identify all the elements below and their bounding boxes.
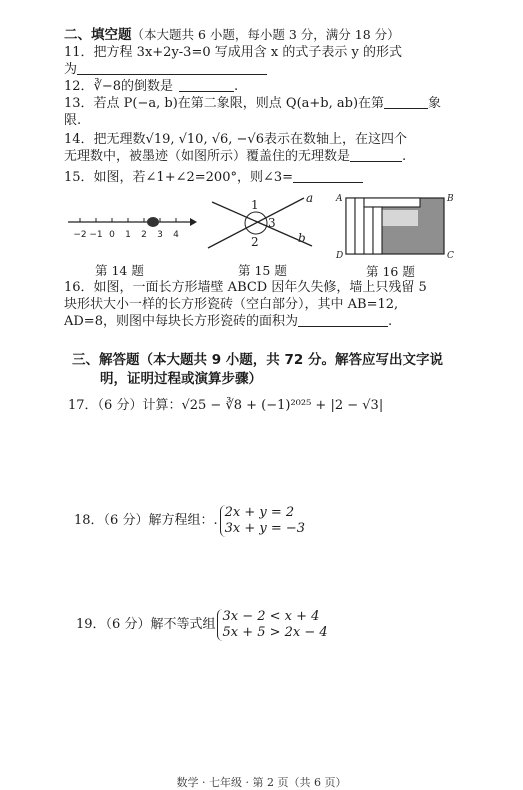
fig16-wall-tiles bbox=[334, 190, 456, 262]
fig15-caption: 第 15 题 bbox=[238, 263, 287, 278]
q13-answer-blank bbox=[384, 108, 428, 109]
q19-inequality-1: 3x − 2 < x + 4 bbox=[222, 609, 320, 624]
q11-line-1: 11．把方程 3x+2y-3=0 写成用含 x 的式子表示 y 的形式 bbox=[64, 45, 402, 60]
q14-line-2 bbox=[64, 149, 406, 165]
q12-answer-blank bbox=[179, 91, 234, 92]
q19-inequality-system bbox=[217, 609, 327, 641]
q17-expression: √25 − ∛8 + (−1)²⁰²⁵ + |2 − √3| bbox=[181, 398, 384, 413]
q16-answer-blank bbox=[298, 326, 388, 327]
ink-blot-icon bbox=[147, 217, 159, 227]
q16-line-2: 块形状大小一样的长方形瓷砖（空白部分），其中 AB=12, bbox=[64, 297, 399, 312]
fig15-label-a: a bbox=[306, 191, 314, 205]
fig14-tick-label: 4 bbox=[173, 230, 179, 240]
q16-end: . bbox=[387, 314, 393, 329]
fig14-tick-label: 2 bbox=[141, 230, 147, 240]
q15-answer-blank bbox=[293, 182, 363, 183]
fig15-label-b: b bbox=[298, 231, 306, 245]
q13-text: 13．若点 P(−a, b)在第二象限，则点 Q(a+b, ab)在第 bbox=[64, 96, 385, 111]
section-2-title: 二、填空题 bbox=[64, 27, 132, 43]
fig14-tick-label: 1 bbox=[125, 230, 131, 240]
fig14-caption: 第 14 题 bbox=[95, 263, 144, 278]
q18-label: 18．（6 分）解方程组：. bbox=[74, 513, 218, 528]
q16-line-1: 16．如图，一面长方形墙壁 ABCD 因年久失修，墙上只残留 5 bbox=[64, 280, 427, 295]
q13-line-1 bbox=[64, 96, 441, 112]
q18-equation-system bbox=[220, 505, 305, 537]
fig15-intersecting-lines bbox=[200, 190, 325, 252]
q11-answer-blank bbox=[77, 74, 267, 75]
section-3-header-line-1: 三、解答题（本大题共 9 小题，共 72 分。解答应写出文字说 bbox=[72, 352, 443, 368]
fig14-number-line bbox=[66, 208, 198, 248]
q17-label: 17．（6 分）计算： bbox=[68, 398, 182, 413]
q15 bbox=[64, 170, 363, 186]
q16-line-3 bbox=[64, 314, 392, 330]
q14-line-2-text: 无理数中，被墨迹（如图所示）覆盖住的无理数是 bbox=[64, 149, 351, 164]
q15-text: 15．如图，若∠1+∠2=200°，则∠3= bbox=[64, 170, 294, 185]
q11-line-2-text: 为 bbox=[64, 62, 78, 77]
fig14-tick-label: 0 bbox=[109, 230, 115, 240]
q19-label: 19．（6 分）解不等式组 bbox=[76, 617, 216, 632]
fig14-tick-label: −2 bbox=[73, 230, 87, 240]
fig16-label-D: D bbox=[336, 251, 344, 261]
q12 bbox=[64, 79, 238, 95]
q18 bbox=[74, 505, 305, 537]
section-2-header bbox=[64, 27, 400, 44]
q12-text: 12．∛−8的倒数是 bbox=[64, 79, 173, 94]
q11-line-2 bbox=[64, 62, 267, 78]
q14-line-1: 14．把无理数√19, √10, √6, −√6表示在数轴上，在这四个 bbox=[64, 132, 407, 147]
q18-equation-2: 3x + y = −3 bbox=[224, 521, 306, 536]
fig16-caption: 第 16 题 bbox=[366, 264, 415, 279]
q19 bbox=[76, 609, 328, 641]
q13-line-2: 限. bbox=[64, 113, 82, 128]
q14-answer-blank bbox=[350, 161, 402, 162]
q19-inequality-2: 5x + 5 > 2x − 4 bbox=[222, 625, 328, 640]
q14-end: . bbox=[402, 149, 407, 164]
fig15-label-1: 1 bbox=[251, 198, 259, 212]
fig14-tick-label: 3 bbox=[157, 230, 163, 240]
q13-tail: 象 bbox=[428, 96, 442, 111]
q18-equation-1: 2x + y = 2 bbox=[224, 505, 295, 520]
fig14-tick-label: −1 bbox=[89, 230, 103, 240]
section-3-header-line-2: 明，证明过程或演算步骤） bbox=[100, 371, 262, 387]
q16-line-3-text: AD=8，则图中每块长方形瓷砖的面积为 bbox=[64, 314, 298, 329]
page-footer: 数学 · 七年级 · 第 2 页（共 6 页） bbox=[176, 776, 347, 789]
q12-end: . bbox=[234, 79, 239, 94]
fig16-label-A: A bbox=[336, 194, 343, 204]
fig15-label-2: 2 bbox=[251, 235, 259, 249]
section-2-note: （本大题共 6 小题，每小题 3 分，满分 18 分） bbox=[131, 27, 400, 42]
fig16-label-C: C bbox=[447, 251, 454, 261]
fig15-label-3: 3 bbox=[268, 216, 276, 230]
q17 bbox=[68, 398, 383, 414]
fig16-label-B: B bbox=[447, 194, 454, 204]
